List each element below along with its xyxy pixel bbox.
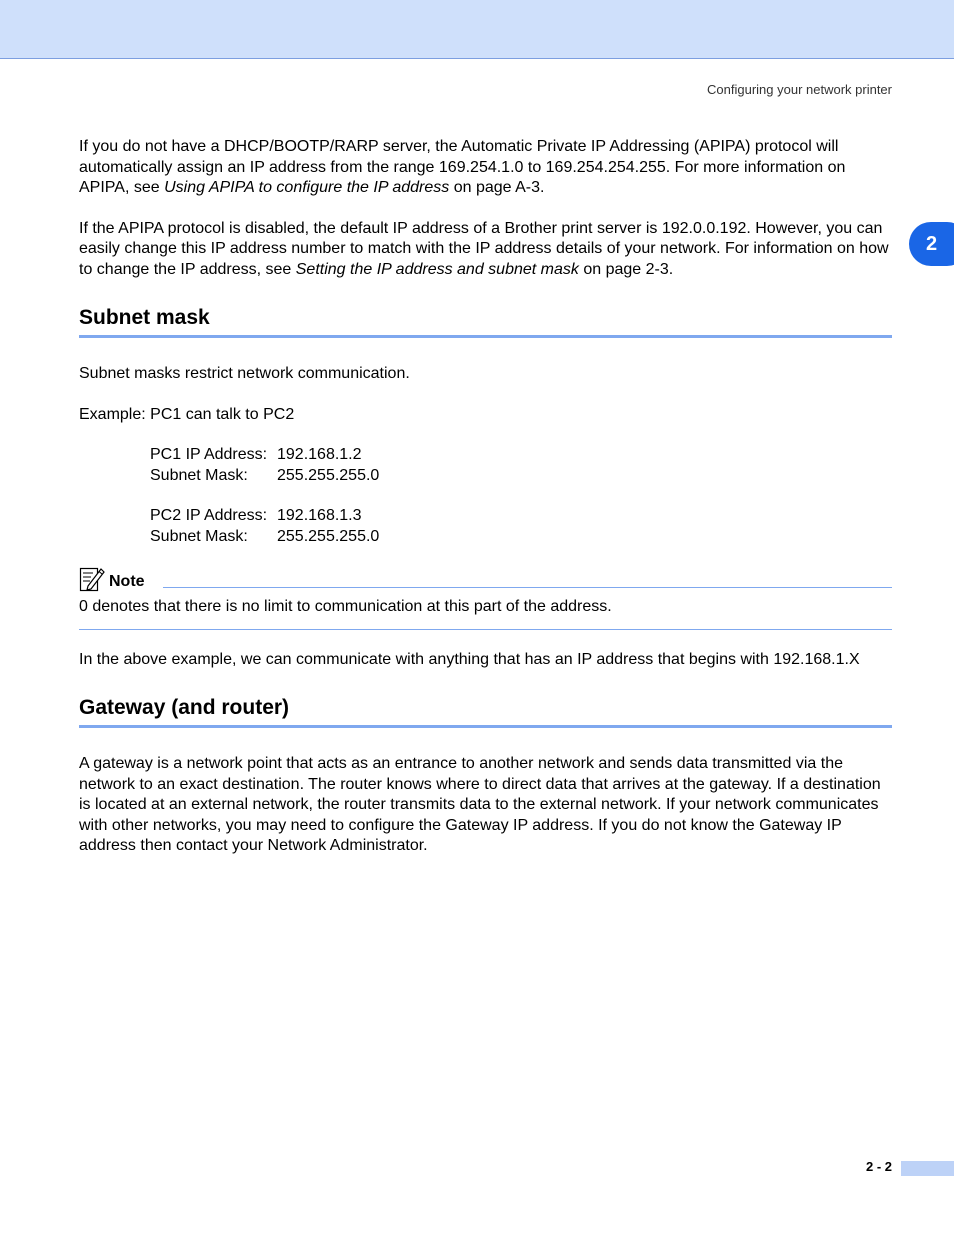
subnet-paragraph-1: Subnet masks restrict network communication.	[79, 365, 410, 382]
ip-subnet-reference-link[interactable]: Setting the IP address and subnet mask	[295, 260, 579, 278]
gateway-paragraph: A gateway is a network point that acts as an entrance to another network and sends data transmitted via the network to an exact destination. The router knows where to direct data that arrives at the gateway. If a destination is located at an external network, the router transmits data to the external network. If your network communicates with other networks, you may need to configure the Gateway IP address. If you do not know the Gateway IP address then contact your Network Administrator.	[79, 755, 881, 854]
note-label: Note	[109, 572, 145, 590]
apipa-reference-link[interactable]: Using APIPA to configure the IP address	[164, 179, 450, 196]
chapter-tab	[909, 222, 954, 266]
page-content	[79, 137, 892, 857]
pc2-address-block	[150, 506, 892, 547]
gateway-heading: Gateway (and router)	[79, 695, 892, 728]
pc2-mask-value: 255.255.255.0	[277, 527, 380, 545]
pc1-mask-label: Subnet Mask:	[150, 466, 248, 484]
pc1-ip-label: PC1 IP Address:	[150, 446, 268, 463]
pc1-ip-value: 192.168.1.2	[277, 446, 362, 463]
pc2-ip-label: PC2 IP Address:	[150, 507, 268, 524]
note-pencil-icon	[79, 565, 105, 599]
intro-paragraph-2: If the APIPA protocol is disabled, the default IP address of a Brother print server is 192.0.0.192. However, you can easily change this IP address number to match with the IP address details of your network. For information on how to change the IP address, see Setting the IP address and subnet mask on page 2-3.	[79, 219, 889, 278]
pc2-ip-value: 192.168.1.3	[277, 507, 362, 524]
subnet-paragraph-3: In the above example, we can communicate with anything that has an IP address that begins with 192.168.1.X	[79, 650, 860, 668]
pc2-mask-label: Subnet Mask:	[150, 527, 248, 545]
footer-band	[901, 1161, 954, 1176]
page-number: 2 - 2	[865, 1159, 892, 1174]
header-band	[0, 0, 954, 59]
pc1-mask-value: 255.255.255.0	[277, 466, 380, 484]
running-title: Configuring your network printer	[707, 82, 892, 97]
note-box	[79, 567, 892, 630]
intro-paragraph-1: If you do not have a DHCP/BOOTP/RARP server, the Automatic Private IP Addressing (APIPA) protocol will automatically assign an IP address from the range 169.254.1.0 to 169.254.254.255. For more information on APIPA, see Using APIPA to configure the IP address on page A-3.	[79, 138, 846, 196]
note-rule	[163, 587, 892, 588]
note-text: 0 denotes that there is no limit to communication at this part of the address.	[79, 598, 612, 615]
pc1-address-block	[150, 445, 892, 486]
subnet-example: Example: PC1 can talk to PC2	[79, 405, 295, 423]
subnet-mask-heading: Subnet mask	[79, 305, 892, 338]
chapter-number: 2	[925, 233, 938, 255]
